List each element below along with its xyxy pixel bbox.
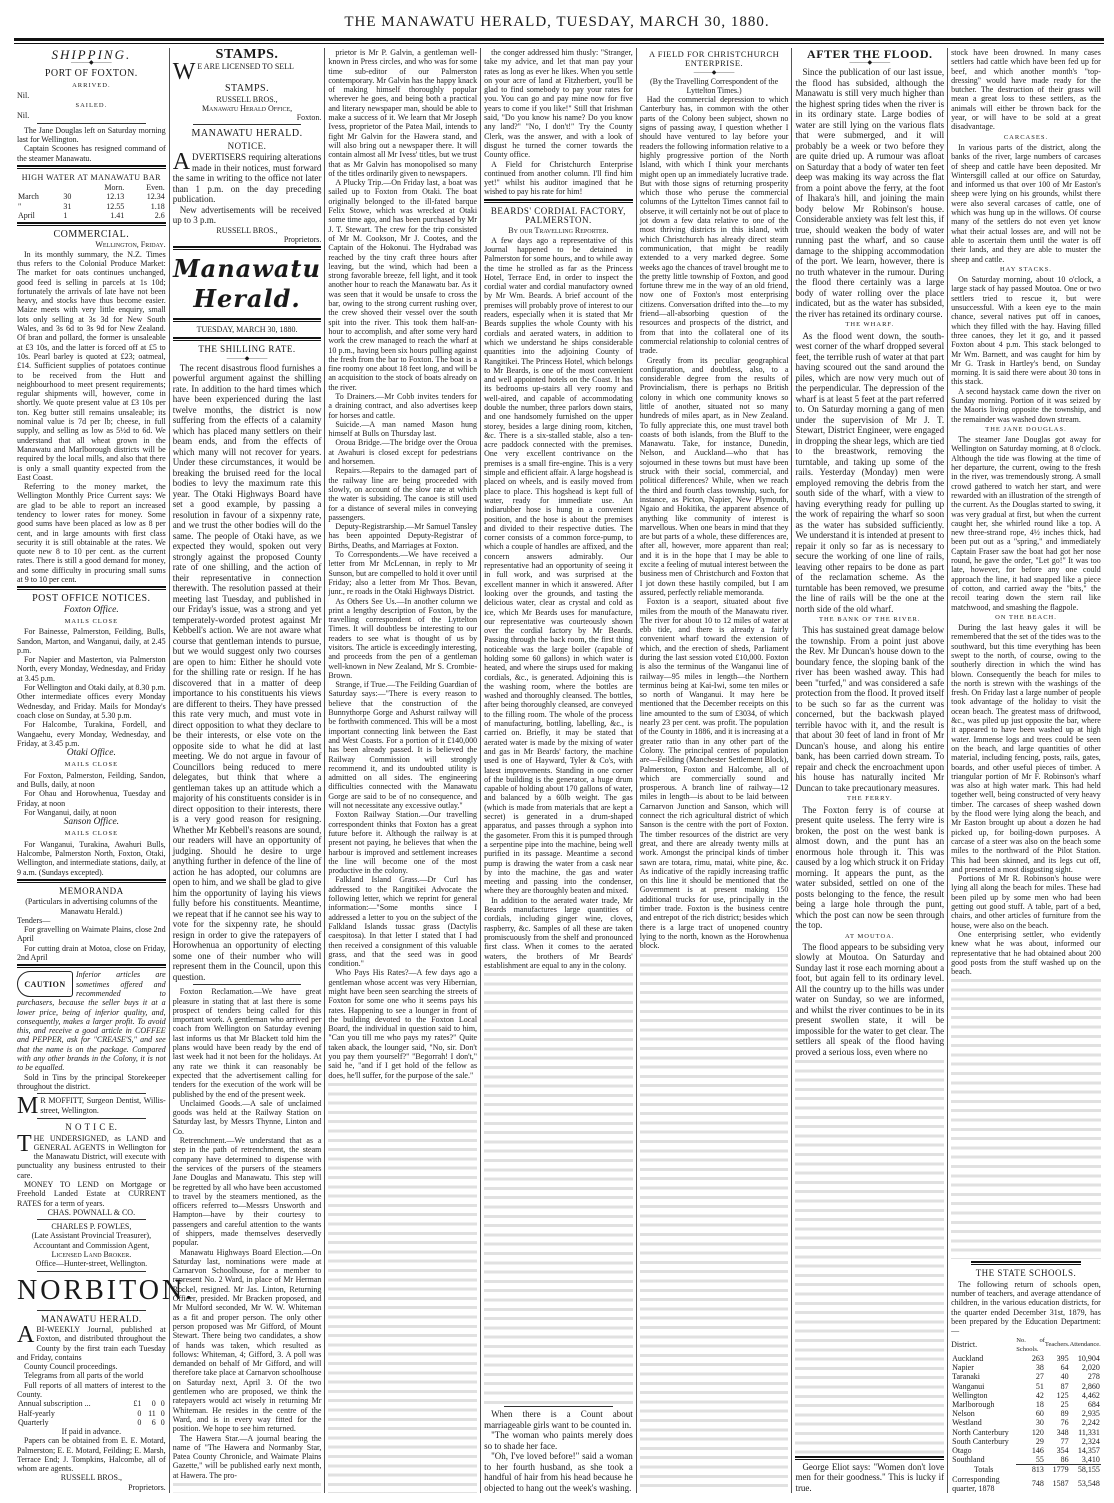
divider — [193, 984, 302, 985]
district-cell: Wellington — [952, 1390, 988, 1400]
filler-item: "The woman who paints merely does so to shade her face. — [484, 1430, 633, 1451]
memo-note: (Particulars in advertising columns of the Manawatu Herald.) — [25, 897, 158, 916]
subheading: HAY STACKS. — [1000, 265, 1052, 273]
column-2 — [170, 48, 326, 1493]
news-item: To Drainers.—Mr Cobb invites tenders for a draining contract, and also advertises keep for horses and cattle. — [328, 391, 478, 420]
notice-line: For Bainesse, Palmerston, Feilding, Bulls, Sandon, Marton, and Wanganui, daily, at 2.45 p.m. — [17, 627, 166, 655]
column-5 — [637, 48, 793, 1493]
value-cell: 42 — [1035, 1390, 1044, 1400]
value-cell: 10,904 — [1077, 1353, 1100, 1363]
value-cell: 2,935 — [1081, 1409, 1100, 1419]
notice-line: For Wanganui, daily, at noon — [24, 807, 117, 817]
news-item: Deputy-Registrarship.—Mr Samuel Tansley has been appointed Deputy-Registrar of Births, Deaths, and Marriages at Foxton. — [328, 522, 478, 550]
ad-name: CHARLES P. FOWLES, — [51, 1222, 132, 1232]
article-paragraph: A second haystack came down the river on Sunday morning. Portion of it was seized by the Maoris living opposite the township, and the remainder was washed down stream. — [951, 386, 1101, 424]
high-water-table: Morn. Even. March 30 12.13 12.34 " 31 12.55 1.18 April 1 1.41 2.6 — [18, 183, 165, 220]
office-heading: Otaki Office. — [66, 748, 116, 759]
stamps-ad-text: WE ARE LICENSED TO SELL — [172, 59, 294, 86]
table-row: Half-yearly 0 11 0 — [18, 1408, 165, 1418]
value-cell: 25 — [1060, 1399, 1069, 1409]
column-header: Teachers. — [1044, 1341, 1070, 1349]
notice-line: For Halcombe, Turakina, Fordell, and Wangaehu, every Monday, Wednesday, and Friday, at 3.45 p.m. — [17, 720, 166, 748]
column-6 — [792, 48, 948, 1493]
notice-line: For Wanganui, Turakina, Awahuri Bulls, Halcombe, Palmerston North, Foxton, Otaki, Wellington, and intermediate stations, daily, at 9 a.m. (Sundays excepted). — [17, 839, 166, 877]
divider: ———◆——— — [693, 69, 735, 76]
table-row — [951, 1391, 1101, 1400]
article-paragraph: Foxton is a seaport, situated about five miles from the mouth of the Manawatu river. The river for about 10 to 12 miles of water at ebb tide, and there is already a fairly convenient wharf toward the extension of which, and the erection of sheds, Parliament during the last session voted £10,000. Foxton is also the terminus of the Wanganui line of railway—95 miles in length—the Northern terminus being at Kai-Iwi, some ten miles or so north of Wanganui. It may here be mentioned that the December receipts on this line amounted to the sum of £3034, of which nearly 23 per cent. was profit. The population of the County in 1886, and it is increasing at a greater ratio than in any other part of the Colony. The principal centres of population are—Feilding (Manchester Settlement Block), Palmerston, Foxton and Halcombe, all of which are commercially sound and prosperous. A branch line of railway—12 miles in length—is about to be laid between Carnarvon Junction and Sanson, which will connect the rich agricultural district of which Sanson is the centre with the port of Foxton. The timber resources of the district are very great, and there are already twenty mills at work. Amongst the principal kinds of timber sawn are totara, rimu, matai, white pine, &c. As indicative of the rapidly increasing traffic on this line it should be mentioned that the Government is at present making 150 additional trucks for use, principally in the timber trade. Foxton is the business centre and entrepot of the rich district; besides which there is a large tract of unopened country lying to the north, known as the Horowhenua block. — [639, 597, 789, 951]
subheading: THE JANE DOUGLAS. — [985, 425, 1067, 433]
value-cell: 278 — [1087, 1372, 1100, 1382]
value-cell: 684 — [1087, 1399, 1100, 1409]
arrived-value: Nil. — [17, 90, 30, 100]
notice-heading: NOTICE. — [227, 140, 267, 151]
value-cell: 76 — [1060, 1418, 1069, 1428]
notice-text: New advertisements will be received up to 3 p.m. — [172, 204, 322, 226]
issue-date: TUESDAY, MARCH 30, 1880. — [196, 325, 298, 335]
editorial-text: The recent disastrous flood furnishes a powerful argument against the shilling rate. In addition to the hard times which have been experienced during the last twelve months, the district is now suffering from the effects of a calamity which has placed many settlers on their beam ends, and from the effects of which many will not recover for years. Under these circumstances, it would be breaking the bruised reed for the local bodies to levy the maximum rate this year. The Otaki Highways Board have set a good example, by passing a resolution in favour of a sixpenny rate, and we trust the other bodies will do the same. The people of Otaki have, as we expected they would, spoken out very strongly against the proposed County rate of one shilling, and the action of their representative in connection therewith. The resolution passed at their meeting last Tuesday, and published in our Friday's issue, was a strong and yet temperately-worded protest against Mr Kebbell's action. We are not aware what course that gentleman intends to pursue, but we would suggest only two courses are open to him: Either he should vote for the shilling rate or resign. If he has discovered that in a matter of deep importance to his constituents his views are different to theirs. They have pressed this rate very much, and must vote in direct opposition to what they declare to be their interests, or else vote on the opposite side to what he did at last meeting. We do not argue in favour of Councillors being reduced to mere delegates, but think that where a gentleman takes up an attitude which a majority of his constituents consider is in direct opposition to their interests, there is a very good reason for resigning. Whether Mr Kebbell's reasons are sound, our readers will have an opportunity of judging. Should he desire to urge anything further in defence of the line of action he has adopted, our columns are open to him, and we shall be glad to give him the opportunity of laying his views fully before his constituents. Meantime, we repeat that if he cannot see his way to vote for the sixpenny rate, he should resign in order to give the ratepayers of Horowhenua an opportunity of electing some one of their number who will represent them in the Council, upon this question. — [172, 362, 322, 982]
article-heading: BEARDS' CORDIAL FACTORY, PALMERSTON. — [490, 205, 626, 226]
divider — [173, 246, 322, 250]
value-cell: 29 — [1035, 1436, 1044, 1446]
divider — [37, 1118, 146, 1119]
district-cell: North Canterbury — [952, 1427, 1009, 1437]
table-row — [951, 1455, 1101, 1465]
caution-text: Sold in Tins by the principal Storekeeper throughout the district. — [17, 1072, 166, 1091]
ad-line: Foxton. — [296, 113, 322, 123]
news-item: prietor is Mr P. Galvin, a gentleman well-known in Press circles, and who was for some time sub-editor of our Palmerston contemporary. Mr Galvin has the happy knack of making himself thoroughly popular wherever he goes, and being both a practical and literary newspaper man, should be able to make a success of it. We learn that Mr Joseph Ivess, proprietor of the Patea Mail, intends to fight Mr Galvin for the Hawera stand, and will also bring out a newspaper there. It will contain almost all Mr Ivess' titles, but we trust that as Mr Galvin has monopolised so many of the titles ordinarily given to newspapers. — [328, 48, 478, 178]
value-cell: 86 — [1060, 1455, 1069, 1465]
news-item: Repairs.—Repairs to the damaged part of the railway line are being proceeded with slowly, on account of the slow rate at which the water is subsiding. The canoe is still used for a distance of several miles in conveying passengers. — [328, 466, 478, 522]
value-cell: 38 — [1035, 1363, 1044, 1373]
port-heading: PORT OF FOXTON. — [44, 68, 138, 80]
mails-close-label: MAILS CLOSE — [64, 617, 119, 625]
ad-line: RUSSELL BROS., — [216, 94, 278, 104]
table-row: April 1 1.41 2.6 — [18, 210, 165, 220]
news-item: the conger addressed him thusly: "Stranger, take my advice, and let that man pay your rates as long as ever he likes. When you settle on your acre of land at Fitzherbert, you'll be glad to find somebody to pay your rates for you. You can go and pay mine now for five years to come if you like!" Still that Irishman said, "Do you know his name? Do you know any land?" "No, I don't!" Try the County Clerk, was the answer, and with a look of disgust he turned the corner towards the County office. — [484, 48, 633, 160]
newspaper-columns — [14, 48, 1104, 1493]
value-cell: 64 — [1060, 1363, 1069, 1373]
value-cell: 11,331 — [1078, 1427, 1100, 1437]
article-paragraph: The following return of schools open, number of teachers, and average attendance of children, in the various education districts, for the quarter ended December 31st, 1879, has been prepared by the Education Department:— — [951, 1279, 1101, 1336]
signature: RUSSELL BROS., — [60, 1473, 122, 1483]
divider — [504, 1406, 613, 1407]
table-row — [951, 1409, 1101, 1418]
column-1 — [14, 47, 196, 1493]
ad-line: (Late Assistant Provincial Treasurer), — [31, 1231, 152, 1241]
signature: RUSSELL BROS., — [216, 225, 278, 235]
tenders-label: Tenders— — [17, 915, 51, 925]
subheading: AT MOUTOA. — [845, 932, 895, 940]
print-texture — [484, 970, 633, 1404]
divider — [37, 1310, 146, 1311]
value-cell: 18 — [1035, 1399, 1044, 1409]
district-cell: Marlborough — [952, 1399, 995, 1409]
notice-text: ADVERTISERS requiring alterations made in their notices, must forward the same in writing to the office not later than 1 p.m. on the day preceding publication. — [172, 149, 322, 205]
article-heading: THE STATE SCHOOLS. — [975, 1268, 1077, 1279]
notice-heading: N O T I C E. — [65, 1122, 118, 1133]
district-cell: Otago — [952, 1445, 972, 1455]
subheading: ON THE BEACH. — [995, 613, 1057, 621]
shipping-note: Captain Scoones has resigned command of the steamer Manawatu. — [17, 144, 166, 163]
print-texture — [795, 1057, 944, 1453]
value-cell: 14,357 — [1077, 1445, 1100, 1455]
ad-line: Office—Hunter-street, Wellington. — [35, 1259, 148, 1269]
mails-close-label: MAILS CLOSE — [64, 761, 119, 769]
print-texture — [951, 976, 1101, 1259]
article-paragraph: stock have been drowned. In many cases settlers had cattle which have been fed up for beef, and which another month's "top-dressing" would have made ready for the butcher. The destruction of their grass will mean a great loss to these settlers, as the animals will either be thrown back for the year, or will have to be sold at a great disadvantage. — [951, 48, 1101, 132]
byline: By our Travelling Reporter. — [508, 226, 609, 236]
divider — [17, 586, 166, 590]
district-cell: Napier — [952, 1363, 974, 1373]
table-row — [951, 1418, 1101, 1427]
article-paragraph: One enterprising settler, who evidently knew what he was about, informed our representative that he had obtained about 200 good posts from the stuff washed up on the beach. — [951, 929, 1101, 977]
value-cell: 3,410 — [1081, 1455, 1100, 1465]
subheading: THE FERRY. — [846, 795, 893, 803]
herald-ad-text: Papers can be obtained from E. E. Motard, Palmerston; E. E. Motard, Feilding; E. Marsh, Terrace End; J. Tompkins, Halcombe, all of whom are agents. — [17, 1436, 166, 1474]
value-cell: 77 — [1060, 1436, 1069, 1446]
news-item: To Correspondents.—We have received a letter from Mr McLennan, in reply to Mr Sunson, but are compelled to hold it over until Friday; also a letter from Mr Thos. Bevan, junr., re roads in the Otaki Highways District. — [328, 550, 478, 597]
district-cell: Southland — [952, 1455, 985, 1465]
value-cell: 348 — [1056, 1427, 1069, 1437]
ad-line: If paid in advance. — [61, 1426, 122, 1436]
value-cell: 87 — [1060, 1381, 1069, 1391]
table-row: March 30 12.13 12.34 — [18, 192, 165, 202]
article-heading: AFTER THE FLOOD. — [807, 47, 933, 61]
value-cell: 89 — [1060, 1409, 1069, 1419]
divider: ———◆——— — [226, 355, 268, 362]
value-cell: 2,860 — [1081, 1381, 1100, 1391]
header-rule — [14, 38, 1104, 44]
masthead-logo: Manawatu Herald. — [173, 254, 321, 314]
arrived-label: ARRIVED. — [72, 81, 111, 89]
table-row — [951, 1400, 1101, 1409]
stamps-heading: STAMPS. — [215, 47, 279, 62]
totals-row: Totals 813 1779 58,155 — [973, 1465, 1100, 1475]
article-paragraph: Since the publication of our last issue, the flood has subsided, although the Manawatu is still very much higher than the highest spring tides when the river is in its ordinary state. Large bodies of water are still lying on the various flats that were submerged, and it will probably be a week or two before they are quite dried up. A rumour was afloat on Saturday that a body of water ten feet deep was making its way across the flat from a point above the ferry, at the foot of Ihakara's hill, and joining the main body below Mr Robinson's house. Considerable anxiety was felt lest this, if true, should weaken the body of water running past the wharf, and so cause damage to the shipping accommodation of the port. We learn, however, there is no truth whatever in the rumour. During the flood there certainly was a large body of water rolling over the place indicated, but as the water has subsided, the river has retained its ordinary course. — [795, 67, 945, 319]
signature: Proprietors. — [283, 234, 322, 244]
print-texture — [328, 1080, 477, 1493]
subheading: CARCASES. — [1003, 133, 1049, 141]
dentist-ad: MR MOFFITT, Surgeon Dentist, Willis-street, Wellington. — [17, 1093, 166, 1120]
news-item: Strange, if True.—The Feilding Guardian of Saturday says:—"There is every reason to believe that the construction of the Bunnythorpe Gorge and Ashurst railway will be forthwith commenced. This will be a most important connecting link between the East and West Coasts. For a portion of it £140,000 has been already passed. It is believed the Railway Commission will strongly recommend it, and its undoubted utility is admitted on all sides. The engineering difficulties connected with the Manawatu Gorge are said to be of no consequence, and will not necessitate any excessive outlay." — [328, 680, 478, 811]
office-heading: Foxton Office. — [63, 604, 119, 615]
news-item: As Others See Us.—In another column we print a lengthy description of Foxton, by the travelling correspondent of the Lyttelton Times. It will doubtless be interesting to our readers to see what is thought of us by visitors. The article is exceedingly interesting, and proceeds from the pen of a gentleman well-known in New Zealand, Mr S. Crombie-Brown. — [328, 596, 478, 680]
notice-line: For Wellington and Otaki daily, at 8.30 p.m. Other intermediate offices every Monday Wednesday, and Friday. Mails for Monday's coach close on Sunday, at 5.30 p.m. — [17, 683, 166, 720]
table-row — [951, 1428, 1101, 1437]
shipping-heading: SHIPPING. — [51, 47, 132, 62]
value-cell: 4,462 — [1081, 1390, 1100, 1400]
district-cell: Westland — [952, 1418, 982, 1428]
news-item: Foxton Railway Station.—Our travelling correspondent thinks that Foxton has a great future before it. Although the railway is at present not paying, he believes that when the harbour is improved and settlement increases the line will become one of the most productive in the colony. — [328, 810, 478, 876]
value-cell: 60 — [1035, 1409, 1044, 1419]
news-item: Who Pays His Rates?—A few days ago a gentleman whose accent was very Hibernian, might have been seen searching the streets of Foxton for some one who it seems pays his rates. Happening to see a lounger in front of the building devoted to the Foxton Local Board, the individual in question said to him, "Can you till me who pays my rates?" Quite taken aback, the lounger said, "No, sir. Don't you pay them yourself?" "Begorrah! I don't," said he, "and if I get hold of the fellow as does, he'll suffer, for the purpose of the sale." — [328, 968, 478, 1080]
article-paragraph: In its monthly summary, the N.Z. Times thus refers to the Colonial Produce Market: The market for oats continues unchanged, good feed is selling in parcels at 1s 10d; fortunately the arrivals of late have not been heavy, and stocks have thus become easier. Maize meets with very little enquiry, small lots only selling at 3s 3d for New South Wales, and 3s 6d to 3s 9d for New Zealand. Of bran and pollard, the former is unsaleable at £3 10s, and the latter is forced off at £5 to 10s. Pearl barley is quoted at £23; oatmeal, £14. Sufficient supplies of potatoes continue to be received from the Hutt and neighbourhood to meet present requirements; regular shipments will, however, come in shortly. We quote present value at £3 10s per ton. Keg butter still remains unsaleable; its nominal value is 7d per lb; cheese, in full supply, and selling as low as 5½d to 6d. We understand that all wheat grown in the Manawatu and Marlborough districts will be required by the local mills, and also that there is only a small quantity expected from the East Coast. — [17, 249, 166, 482]
article-paragraph: On Saturday morning, about 10 o'clock, a large stack of hay passed Moutoa. One or two settlers tried to rescue it, but were unsuccessful. With a keen eye to the main chance, several natives put off in canoes, which they filled with the hay. Having filled three canoes, they let it go, and it passed Foxton about 4 p.m. This stack belonged to Mr Wm. Barnett, and was caught for him by Mr G. Trask in Hartley's bend, on Sunday morning. It is said there were about 30 tons in this stack. — [951, 275, 1101, 387]
commercial-heading: COMMERCIAL. — [53, 229, 130, 241]
value-cell: 120 — [1031, 1427, 1044, 1437]
value-cell: 55 — [1035, 1455, 1044, 1465]
article-paragraph: The Foxton ferry is of course at present quite useless. The ferry wire is broken, the post on the west bank is almost down, and the punt has an enormous hole through it. This was caused by a log which struck it on Friday morning. It appears the punt, as the water subsided, settled on one of the posts belonging to the fence, the result being a large hole through the punt, which the post can now be seen through the top. — [795, 804, 945, 931]
herald-notice-heading: MANAWATU HERALD. — [191, 128, 303, 140]
article-paragraph: A few days ago a representative of this Journal happened to be detained in Palmerston for some hours, and to while away the time he strolled as far as the Princess Hotel, Terrace End, in order to inspect the cordial water and cordial manufactory owned by Mr Wm. Beards. A brief account of the premises will probably prove of interest to our readers, especially when it is stated that Mr Beards supplies the whole County with his cordials and aerated waters, in addition to which we understand he ships considerable quantities into the adjoining County of Rangitikei. The Princess Hotel, which belongs to Mr Beards, is one of the most convenient and well appointed hotels on the Coast. It has its bedrooms up-stairs all very roomy and well-aired, and capable of accommodating double the number, three parlors down stairs, and one handsomely furnished on the upper storey, besides a large dining room, kitchen, &c. There is a six-stalled stable, also a ten-acre paddock connected with the premises. One very excellent contrivance on the premises is a small fire-engine. This is a very simple and efficient affair. A large hogshead is placed on wheels, and is easily moved from place to place. This hogshead is kept full of water, ready for immediate use. An indiarubber hose is hung in a convenient position, and the hose is about the premises and divided to their respective duties. The corner consists of a common force-pump, to which a couple of handles are affixed, and the concern answers admirably. Our representative had an opportunity of seeing it in full work, and was surprised at the excellent manner in which it answered. After looking over the grounds, and tasting the delicious water, clear as crystal and cold as ice, which Mr Beards uses for manufacture, our representative was courteously shown over the cordial factory by Mr Beards. Passing through the back room, the first thing noticeable was the large boiler (capable of holding some 60 gallons) in which water is heated, and where the sirups used for making cordials, &c., is generated. Adjoining this is the washing room, where the bottles are washed and thoroughly cleansed. The bottles, after being thoroughly cleansed, are conveyed to the filling room. The whole of the process of manufacturing, bottling, labelling, &c., is carried on. Briefly, it may be stated that aerated water is made by the mixing of water and gas in Mr Beards' factory, the machine used is one of Hayward, Tyler & Co's, with latest improvements. Standing in one corner of the building is the generator, a huge drum capable of holding about 170 gallons of water, and balanced by a 60lb weight. The gas (which is made from materials that are kept a secret) is generated in a drum-shaped apparatus, and passes through a syphon into the gasometer. From this it is pumped through a serpentine pipe into the machine, being well purified in its passage. Meantime a second pump is drawing the water from a cask near by into the machine, the gas and water meeting and passing into the condenser, where they are thoroughly beaten and mixed. — [484, 235, 633, 896]
column-header: Attendance. — [1069, 1341, 1101, 1349]
sailed-value: Nil. — [17, 111, 30, 121]
news-item: Unclaimed Goods.—A sale of unclaimed goods was held at the Railway Station on Saturday last, by Messrs Thynne, Linton and Co. — [172, 1098, 322, 1136]
divider — [17, 222, 166, 226]
herald-ad-item: Full reports of all matters of interest to the County. — [17, 1380, 166, 1400]
district-cell: Nelson — [952, 1409, 975, 1419]
table-row — [951, 1354, 1101, 1363]
pointing-hand-icon: CAUTION — [17, 971, 73, 997]
notice-text: THE UNDERSIGNED, as LAND and GENERAL AGENTS in Wellington for the Manawatu District, will execute with punctuality any business entrusted to their care. — [17, 1130, 166, 1180]
news-item: Retrenchment.—We understand that as a step in the path of retrenchment, the steam company have determined to dispense with the services of the pursers of the steamers Jane Douglas and Manawatu. This step will be regretted by all who have been accustomed to travel by the steamers mentioned, as the officers referred to—Messrs Unsworth and Hampton—have by their courtesy to passengers and careful attention to the wants of shippers, made themselves deservedly popular. — [172, 1136, 322, 1248]
schools-table — [951, 1336, 1101, 1493]
sailed-label: SAILED. — [75, 102, 108, 110]
article-paragraph: This has sustained great damage below the township. From a point just above the Rev. Mr Duncan's house down to the boundary fence, the sloping bank of the river has been washed away. This had been "turfed," and was considered a safe protection from the flood. It proved itself to be such so far as the current was concerned, but the backwash played terrible havoc with it, and the result is that about 30 feet of land in front of Mr Duncan's house, and along his entire bank, has been carried down stream. To repair and check the encroachment upon his house has naturally incited Mr Duncan to take precautionary measures. — [795, 625, 945, 793]
divider — [193, 124, 302, 125]
print-texture — [640, 951, 789, 1494]
herald-ad-text: ABI-WEEKLY Journal, published at Foxton, and distributed throughout the County by the first train each Tuesday and Friday, contains — [17, 1321, 166, 1362]
article-paragraph: As the flood went down, the south-west corner of the wharf dropped several feet, the terrible rush of water at that part having scoured out the sand around the piles, which are now very much out of the perpendicular. The depression of the wharf is at least 5 feet at the part referred to. On Saturday morning a gang of men under the supervision of Mr J. T. Stewart, District Engineer, were engaged in dropping the shear legs, which are tied to the breastwork, removing the turntable, and taking up some of the rails. Yesterday (Monday) men were employed removing the debris from the south side of the wharf, with a view to having everything ready for pulling up the work of repairing the wharf so soon as the water has subsided sufficiently. We understand it is intended at present to repair it only so far as is necessary to secure the working of one line of rails, leaving other repairs to be done as part of the reclamation scheme. As the turntable has been removed, we presume the line of rails will be the one at the north side of the old wharf. — [795, 330, 945, 614]
table-row: Quarterly 0 6 0 — [18, 1417, 165, 1427]
signature: CHAS. POWNALL & CO. — [47, 1207, 136, 1217]
news-item: A Field for Christchurch Enterprise continued from another column. I'll find him yet!" whilst his auditor imagined that he wished to pay his rate for him! — [484, 159, 633, 197]
ad-line: Manawatu Herald Office, — [201, 103, 293, 113]
divider — [37, 1219, 146, 1220]
notice-line: For Ohau and Horowhenua, Tuesday and Friday, at noon — [17, 789, 166, 808]
table-row — [951, 1446, 1101, 1455]
value-cell: 125 — [1056, 1390, 1069, 1400]
table-row: Annual subscription ... £1 0 0 — [18, 1399, 165, 1409]
article-paragraph: The flood appears to be subsiding very slowly at Moutoa. On Saturday and Sunday last it rose each morning about a foot, but again fell to its ordinary level. All the country up to the hills was under water on Sunday, so we are informed, and whilst the river continues to be in its present swollen state, it will be impossible for the water to get clear. The settlers all speak of the flood having proved a serious loss, even where no — [795, 941, 945, 1057]
print-texture — [17, 1492, 166, 1493]
notice-text: MONEY TO LEND on Mortgage or Freehold Landed Estate at CURRENT RATES for a term of years. — [17, 1179, 166, 1208]
value-cell: 40 — [1060, 1372, 1069, 1382]
divider: ———◆——— — [849, 60, 891, 67]
article-paragraph: The steamer Jane Douglas got away for Wellington on Saturday morning, at 8 o'clock. Although the tide was flowing at the time of her departure, the current, owing to the fresh in the river, was tremendously strong. A small crowd gathered to watch her start, and were rewarded with an illustration of the strength of the current. As the Douglas started to swing, it was very gradual at first, but when the current caught her, she whirled round like a top. A new three-strand rope, 4½ inches thick, had been put out as a "spring," and immediately Captain Fraser saw the boat had got her nose round, he gave the order, "Let go!" It was too late, however, for before any one could approach the line, it had snapped like a piece of cotton, and carried away the "bits," the recoil tearing down the stern rail like matchwood, and smashing the flagpole. — [951, 435, 1101, 612]
divider — [17, 879, 166, 883]
post-office-heading: POST OFFICE NOTICES. — [32, 593, 151, 605]
table-row — [951, 1363, 1101, 1372]
column-4 — [481, 48, 637, 1493]
editorial-heading: THE SHILLING RATE. — [198, 344, 296, 355]
value-cell: 2,020 — [1081, 1363, 1100, 1373]
herald-ad-item: County Council proceedings. — [24, 1362, 118, 1372]
subscription-table — [17, 1399, 166, 1427]
filler-item: When there is a Count about marriageable girls want to be counted in. — [484, 1409, 633, 1430]
article-paragraph: Portions of Mr R. Robinson's house were lying all along the beach for miles. These had been piled up by some men who had been getting out good stuff. A table, part of a bed, chairs, and other articles of furniture from the house, were also on the beach. — [951, 874, 1101, 930]
divider — [795, 1456, 944, 1460]
column-header: No. of Schools. — [1016, 1336, 1045, 1353]
district-cell: Taranaki — [952, 1372, 980, 1382]
norbiton-ad: NORBITON. — [17, 1274, 196, 1306]
office-heading: Sanson Office. — [63, 817, 120, 828]
corresponding-row: Corresponding quarter, 1878 748 1587 53,548 — [952, 1474, 1100, 1493]
article-paragraph: Referring to the money market, the Wellington Monthly Price Current says: We are glad to be able to report an increased tendency to lower rates for money. Some good sums have been placed as low as 8 per cent, and in large amounts with first class security it is still obtainable at the rates. We quote new 8 to 10 per cent. as the current rates. There is still a good demand for money, and some difficulty in procuring small sums at 9 to 10 per cent. — [17, 482, 166, 585]
mails-close-label: MAILS CLOSE — [64, 830, 119, 838]
subheading: THE WHARF. — [845, 321, 895, 329]
signature: Proprietors. — [128, 1482, 166, 1492]
byline: (By the Travelling Correspondent of the Lyttelton Times.) — [649, 76, 779, 95]
divider — [37, 1093, 146, 1094]
divider — [173, 337, 322, 341]
news-item: Foxton Reclamation.—We have great pleasure in stating that at last there is some prospect of tenders being called for this important work. A gentleman who arrived per coach from Wellington on Saturday evening last informs us that Mr Blackett told him the plans would have been ready by the end of last week had it not been for the holidays. At any rate we think it can reasonably be expected that the advertisement calling for tenders for the execution of the work will be published by the end of the present week. — [172, 987, 322, 1099]
column-7 — [948, 48, 1104, 1493]
divider — [37, 1271, 146, 1272]
dateline: Wellington, Friday. — [95, 240, 166, 250]
article-heading: A FIELD FOR CHRISTCHURCH ENTERPRISE. — [648, 49, 780, 69]
value-cell: 395 — [1056, 1353, 1069, 1363]
caution-text: Inferior articles are sometimes offered and recommended to purchasers, because the seller buys it at a lower price, being of inferior quality, and, consequently, makes a larger profit. To avoid this, and receive a good article in COFFEE and PEPPER, ask for "CREASE'S," and see that the name is on the package. Compared with any other brands in the Colony, it is not to be equalled. — [17, 970, 166, 1073]
table-row — [951, 1372, 1101, 1381]
value-cell: 354 — [1056, 1445, 1069, 1455]
value-cell: 51 — [1035, 1381, 1044, 1391]
ad-line: Licensed Land Broker. — [51, 1250, 132, 1260]
district-cell: Wanganui — [952, 1381, 985, 1391]
value-cell: 263 — [1031, 1353, 1044, 1363]
news-item: Manawatu Highways Board Election.—On Saturday last, nominations were made at Carnarvon Schoolhouse, for a member to represent No. 2 Ward, in place of Mr Herman Rockel, resigned. Mr Jas. Linton, Returning Officer, presided. Mr Bracken proposed, and Mr Mulford seconded, Mr W. W. Whiteman as a fit and proper person. The only other person proposed was Mr Gifford, of Mount Stewart. There being two candidates, a show of hands was taken, which resulted as follows: Whiteman, 4; Gifford, 3. A poll was demanded on behalf of Mr Gifford, and will therefore take place at Carnarvon schoolhouse on Saturday next, April 3. Of the two gentlemen who are proposed, we think the ratepayers would act wisely in returning Mr Whiteman. He resides in the centre of the Ward, and is in every way fitted for the position. We hope to see him returned. — [172, 1247, 322, 1434]
herald-ad-heading: MANAWATU HERALD. — [40, 1313, 142, 1324]
divider — [971, 1261, 1081, 1265]
value-cell: 2,242 — [1081, 1418, 1100, 1428]
stamps-ad-text: STAMPS. — [224, 83, 270, 95]
article-paragraph: During the last heavy gales it will be remembered that the set of the tides was to the southward, but this time everything has been swept to the north, of course, owing to the southerly direction in which the wind has blown. Consequently the beach for miles to the north is strewn with the washings of the fresh. On Friday last a large number of people took advantage of the holiday to visit the ocean beach. The greatest mass of driftwood, &c., was piled up just opposite the bar, where it appeared to have been washed up at high water. Immense logs and trees could be seen on the beach, and large quantities of other material, including fencing, posts, rails, gates, boards, and other useful pieces of timber. A triangular portion of Mr F. Robinson's wharf was also at high water mark. This had held together well, being constructed of very heavy timber. The carcases of sheep washed down by the flood were lying along the beach, and Mr Easton brought up about a dozen he had picked up, for boiling-down purposes. A carcase of a steer was also on the beach some miles to the northward of the Pilot Station. This had been skinned, and its legs cut off, and presented a most disgusting sight. — [951, 623, 1101, 874]
district-cell: Auckland — [952, 1353, 984, 1363]
article-paragraph: In various parts of the district, along the banks of the river, large numbers of carcases of sheep and cattle have been deposited. Mr Wintersgill called at our office on Saturday, and informed us that over 100 of Mr Easton's sheep were lying on his grounds, whilst there were also several carcases of cattle, one of which was hung up in the willows. Of course many of the settlers do not even yet know what their actual losses are, and will not be able to ascertain them until the water is off their lands, and they are able to muster the sheep and cattle. — [951, 142, 1101, 264]
filler-item: George Eliot says: "Women don't love men for their goodness." This is lucky if true. — [795, 1461, 945, 1493]
table-row — [951, 1382, 1101, 1391]
memoranda-heading: MEMORANDA — [59, 885, 124, 896]
news-item: Falkland Island Grass.—Dr Curl has addressed to the Rangitikei Advocate the following letter, which we reprint for general information:—"Some months since I addressed a letter to you on the subject of the Falkland Islands tussac grass (Dactylis caespitosa). In that letter I stated that I had then received a consignment of this valuable grass, and that the seed was in good condition." — [328, 875, 478, 969]
news-item: Suicide.—A man named Mason hung himself at Bulls on Thursday last. — [328, 419, 478, 439]
subheading: THE BANK OF THE RIVER. — [819, 616, 921, 624]
tender-line: For cutting drain at Motoa, close on Friday, 2nd April — [17, 943, 166, 963]
article-paragraph: Had the commercial depression to which Canterbury has, in common with the other parts of the Colony been subject, shown no signs of passing away, I question whether I should have ventured to lay before your readers the following information relative to a highly progressive portion of the North Island, with which I think your merchants might open up an immediately lucrative trade. But with those signs of returning prosperity which those who peruse the commercial columns of the Lyttelton Times cannot fail to observe, it will certainly not be out of place to jot down a few data relative to one of the most thriving districts in this island, with which Christchurch has already direct steam communication, that might be readily extended to a very marked degree. Some weeks ago the chances of travel brought me to the pretty little township of Foxton, and good fortune threw me in the way of an old friend, now one of Foxton's most enterprising citizens. Conversation drifted into the—to my friend—all-absorbing question of the resources and prospects of the district, and from that into the collateral one of its commercial relationship to colonial centres of trade. — [639, 95, 789, 356]
table-row — [951, 1437, 1101, 1446]
page-header-title: THE MANAWATU HERALD, TUESDAY, MARCH 30, 1880. — [344, 14, 770, 30]
notice-line: For Foxton, Palmerston, Feilding, Sandon, and Bulls, daily, at noon — [17, 770, 166, 789]
news-item: The Hawera Star.—A journal bearing the name of "The Hawera and Normanby Star, Patea County Chronicle, and Waimate Plains Gazette," will be published early next month, at Hawera. The pro- — [172, 1433, 322, 1480]
value-cell: 146 — [1031, 1445, 1044, 1455]
news-item: Oroua Bridge.—The bridge over the Oroua at Awahuri is closed except for pedestrians and horsemen. — [328, 438, 478, 467]
notice-line: For Napier and Masterton, via Palmerston North, every Monday, Wednesday, and Friday at 3.45 p.m. — [17, 655, 166, 683]
news-item: A Plucky Trip.—On Friday last, a boat was sailed up to Foxton from Otaki. The boat originally belonged to the ill-fated barque Felix Stowe, which was wrecked at Otaki some time ago, and has been purchased by Mr J. T. Stewart. The crew for the trip consisted of Mr M. Cookson, Mr J. Cootes, and the Captain of the Hokonui. The Hydrabad was reached by the tiny craft three hours after leaving, but the wind, which had been a strong favorable breeze, fell light, and it took another hour to reach the Manawatu bar. As it was seen that it would be unsafe to cross the bar, owing to the strong current rushing over, the crew shoved their vessel over the south spit into the river. This took them half-an-hour to accomplish, and after some very hard work the crew managed to reach the wharf at 10 p.m., having been six hours pulling against the fresh from the bar to Foxton. The boat is a fine roomy one about 18 feet long, and will be an acquisition to the stock of boats already on the river. — [328, 178, 478, 392]
column-header: District. — [951, 1340, 978, 1350]
value-cell: 27 — [1035, 1372, 1044, 1382]
column-3 — [325, 48, 481, 1493]
article-paragraph: Greatly from its peculiar geographical configuration, and doubtless, also, to a considerable degree from the results of Provincialism, there is perhaps no British colony in which one community knows so little of another, situated not so many hundreds of miles apart, as in New Zealand. To fully appreciate this, one must travel both coasts of both islands, from the Bluff to the Manawatu. Take, for instance, Dunedin, Nelson, and Auckland—who that has sojourned in these towns but must have been struck with their social, commercial, and political differences? While, when we reach the third and fourth class township, such, for instance, as Picton, Napier, New Plymouth, Ngaio and Hokitika, the apparent absence of anything like community of interest is marvellous. When one bears in mind that they are but parts of a whole, these differences are, after all, however, more apparent than real; and it is in the hope that I may be able to excite a feeling of mutual interest between the business men of Christchurch and Foxton that I jot down these hastily compiled, but I am assured, perfectly reliable memoranda. — [639, 355, 789, 597]
caution-ad — [17, 970, 166, 1072]
tender-line: For gravelling on Waimate Plains, close 2nd April — [17, 925, 166, 944]
district-cell: South Canterbury — [952, 1436, 1009, 1446]
divider: ———◆——— — [71, 60, 112, 67]
value-cell: 30 — [1035, 1418, 1044, 1428]
divider — [484, 199, 633, 203]
article-paragraph: In addition to the aerated water trade, Mr Beards manufactures large quantities of cordials, including ginger wine, cloves, raspberry, &c. Samples of all these are taken promiscuously from the shelf and pronounced first class. When it comes to the aerated waters, the brothers of Mr Beards' establishment are equal to any in the colony. — [484, 895, 633, 970]
table-row: " 31 12.55 1.18 — [18, 201, 165, 211]
herald-ad-item: Telegrams from all parts of the world — [24, 1371, 144, 1381]
divider — [17, 165, 166, 169]
filler-item: "Oh, I've loved before!" said a woman to her fourth husband, as she took a handful of hair from his head because he objected to hang out the week's washing. — [484, 1451, 633, 1493]
print-texture — [173, 1480, 322, 1493]
divider — [17, 964, 166, 968]
shipping-note: The Jane Douglas left on Saturday morning last for Wellington. — [17, 125, 166, 145]
value-cell: 2,324 — [1081, 1436, 1100, 1446]
divider — [37, 123, 146, 124]
ad-line: Accountant and Commission Agent, — [33, 1240, 150, 1250]
divider — [173, 318, 322, 322]
high-water-heading: HIGH WATER AT MANAWATU BAR — [21, 172, 161, 182]
